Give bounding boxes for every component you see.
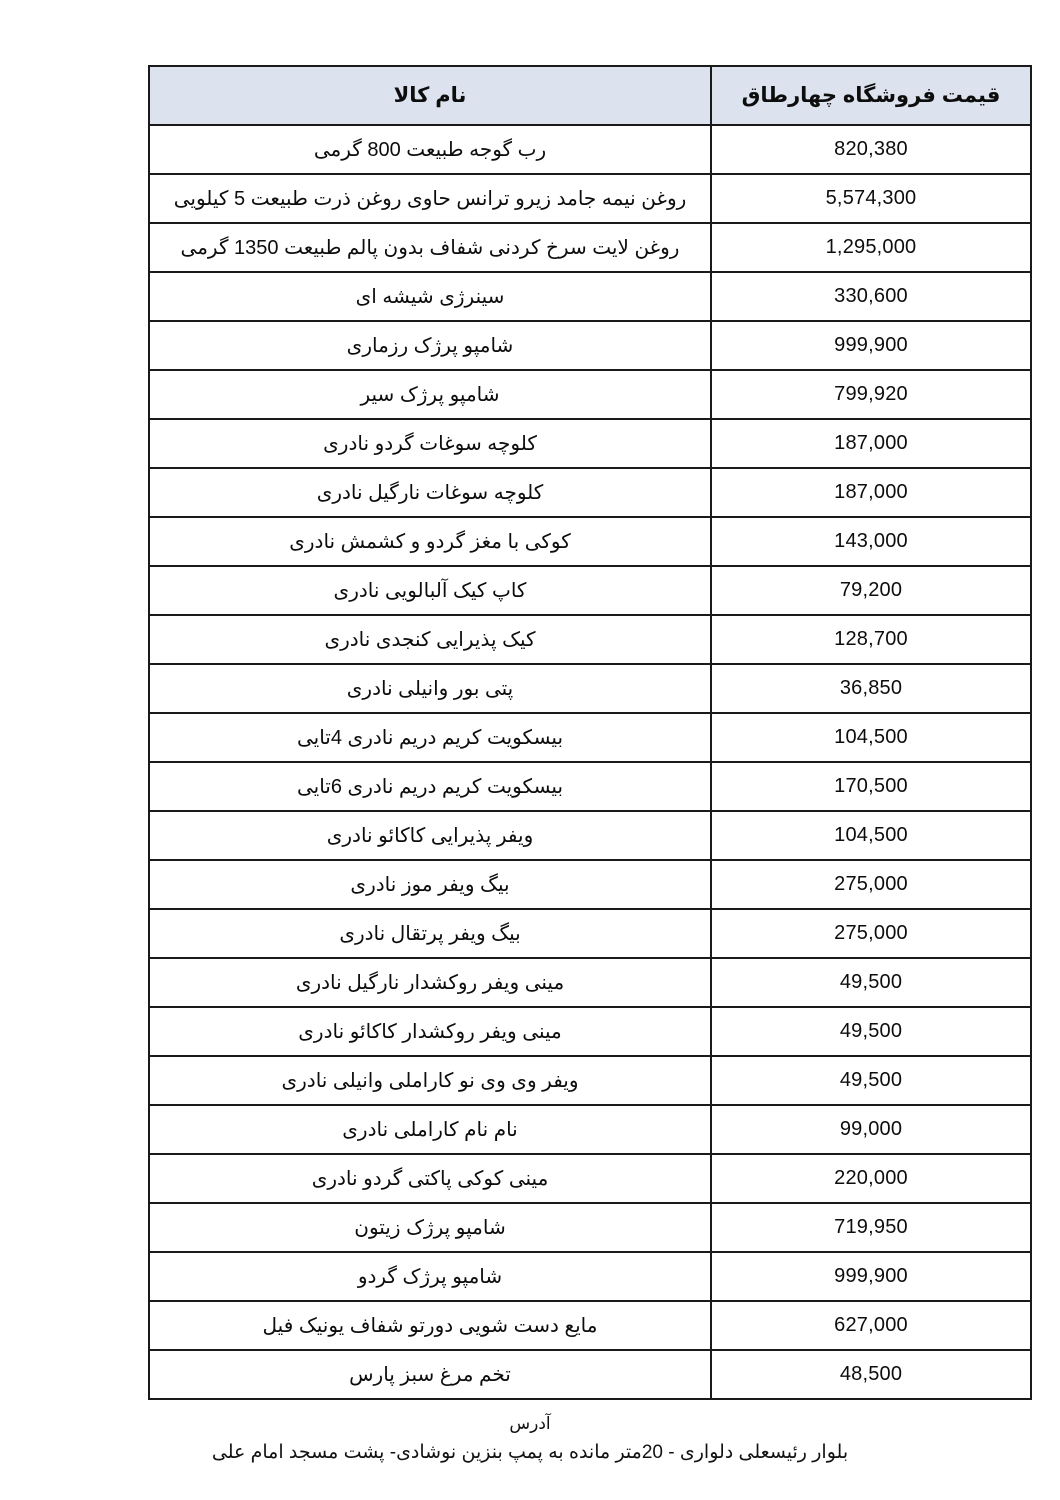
cell-price: 49,500 — [711, 958, 1031, 1007]
cell-price: 48,500 — [711, 1350, 1031, 1399]
table-row — [149, 223, 1031, 272]
table-row — [149, 860, 1031, 909]
column-header-name: نام کالا — [149, 66, 711, 125]
cell-product-name: کیک پذیرایی کنجدی نادری — [149, 615, 711, 664]
table-row — [149, 615, 1031, 664]
price-table — [148, 65, 1032, 1400]
table-row — [149, 811, 1031, 860]
table-row — [149, 370, 1031, 419]
column-header-price: قیمت فروشگاه چهارطاق — [711, 66, 1031, 125]
table-row — [149, 1252, 1031, 1301]
cell-product-name: بیسکویت کریم دریم نادری 6تایی — [149, 762, 711, 811]
table-row — [149, 419, 1031, 468]
cell-price: 99,000 — [711, 1105, 1031, 1154]
cell-product-name: کلوچه سوغات گردو نادری — [149, 419, 711, 468]
table-row — [149, 517, 1031, 566]
cell-product-name: مینی کوکی پاکتی گردو نادری — [149, 1154, 711, 1203]
cell-price: 187,000 — [711, 419, 1031, 468]
cell-product-name: رب گوجه طبیعت 800 گرمی — [149, 125, 711, 174]
cell-price: 275,000 — [711, 909, 1031, 958]
table-row — [149, 762, 1031, 811]
table-row — [149, 566, 1031, 615]
cell-price: 820,380 — [711, 125, 1031, 174]
cell-price: 49,500 — [711, 1056, 1031, 1105]
cell-product-name: ویفر وی وی نو کاراملی وانیلی نادری — [149, 1056, 711, 1105]
table-row — [149, 1105, 1031, 1154]
table-row — [149, 321, 1031, 370]
cell-product-name: بیگ ویفر پرتقال نادری — [149, 909, 711, 958]
cell-price: 5,574,300 — [711, 174, 1031, 223]
cell-product-name: کوکی با مغز گردو و کشمش نادری — [149, 517, 711, 566]
table-row — [149, 1350, 1031, 1399]
cell-product-name: شامپو پرژک سیر — [149, 370, 711, 419]
cell-price: 79,200 — [711, 566, 1031, 615]
cell-product-name: شامپو پرژک رزماری — [149, 321, 711, 370]
table-header — [149, 66, 1031, 125]
price-table-container — [150, 65, 1032, 1400]
address-value: بلوار رئیسعلی دلواری - 20متر مانده به پمپ بنزین نوشادی- پشت مسجد امام علی — [211, 1442, 849, 1463]
cell-product-name: پتی بور وانیلی نادری — [149, 664, 711, 713]
cell-price: 627,000 — [711, 1301, 1031, 1350]
address-label: آدرس — [509, 1414, 551, 1433]
table-row — [149, 125, 1031, 174]
cell-price: 330,600 — [711, 272, 1031, 321]
cell-product-name: سینرژی شیشه ای — [149, 272, 711, 321]
cell-price: 999,900 — [711, 1252, 1031, 1301]
cell-product-name: ویفر پذیرایی کاکائو نادری — [149, 811, 711, 860]
cell-product-name: مایع دست شویی دورتو شفاف یونیک فیل — [149, 1301, 711, 1350]
cell-product-name: شامپو پرژک گردو — [149, 1252, 711, 1301]
cell-product-name: کلوچه سوغات نارگیل نادری — [149, 468, 711, 517]
table-row — [149, 958, 1031, 1007]
table-body — [149, 125, 1031, 1399]
cell-product-name: روغن نیمه جامد زیرو ترانس حاوی روغن ذرت طبیعت 5 کیلویی — [149, 174, 711, 223]
cell-price: 999,900 — [711, 321, 1031, 370]
table-row — [149, 1203, 1031, 1252]
cell-product-name: کاپ کیک آلبالویی نادری — [149, 566, 711, 615]
cell-price: 220,000 — [711, 1154, 1031, 1203]
table-header-row — [149, 66, 1031, 125]
cell-product-name: بیگ ویفر موز نادری — [149, 860, 711, 909]
cell-price: 170,500 — [711, 762, 1031, 811]
cell-price: 49,500 — [711, 1007, 1031, 1056]
cell-product-name: مینی ویفر روکشدار کاکائو نادری — [149, 1007, 711, 1056]
cell-price: 187,000 — [711, 468, 1031, 517]
cell-price: 104,500 — [711, 713, 1031, 762]
cell-product-name: مینی ویفر روکشدار نارگیل نادری — [149, 958, 711, 1007]
cell-price: 799,920 — [711, 370, 1031, 419]
table-row — [149, 909, 1031, 958]
table-row — [149, 1007, 1031, 1056]
cell-product-name: بیسکویت کریم دریم نادری 4تایی — [149, 713, 711, 762]
cell-price: 104,500 — [711, 811, 1031, 860]
cell-product-name: تخم مرغ سبز پارس — [149, 1350, 711, 1399]
cell-price: 1,295,000 — [711, 223, 1031, 272]
table-row — [149, 664, 1031, 713]
cell-product-name: نام نام کاراملی نادری — [149, 1105, 711, 1154]
cell-price: 128,700 — [711, 615, 1031, 664]
table-row — [149, 1301, 1031, 1350]
cell-product-name: شامپو پرژک زیتون — [149, 1203, 711, 1252]
table-row — [149, 1056, 1031, 1105]
cell-price: 275,000 — [711, 860, 1031, 909]
footer — [0, 1412, 1060, 1468]
table-row — [149, 468, 1031, 517]
table-row — [149, 174, 1031, 223]
table-row — [149, 713, 1031, 762]
cell-product-name: روغن لایت سرخ کردنی شفاف بدون پالم طبیعت 1350 گرمی — [149, 223, 711, 272]
cell-price: 143,000 — [711, 517, 1031, 566]
cell-price: 719,950 — [711, 1203, 1031, 1252]
cell-price: 36,850 — [711, 664, 1031, 713]
table-row — [149, 1154, 1031, 1203]
table-row — [149, 272, 1031, 321]
